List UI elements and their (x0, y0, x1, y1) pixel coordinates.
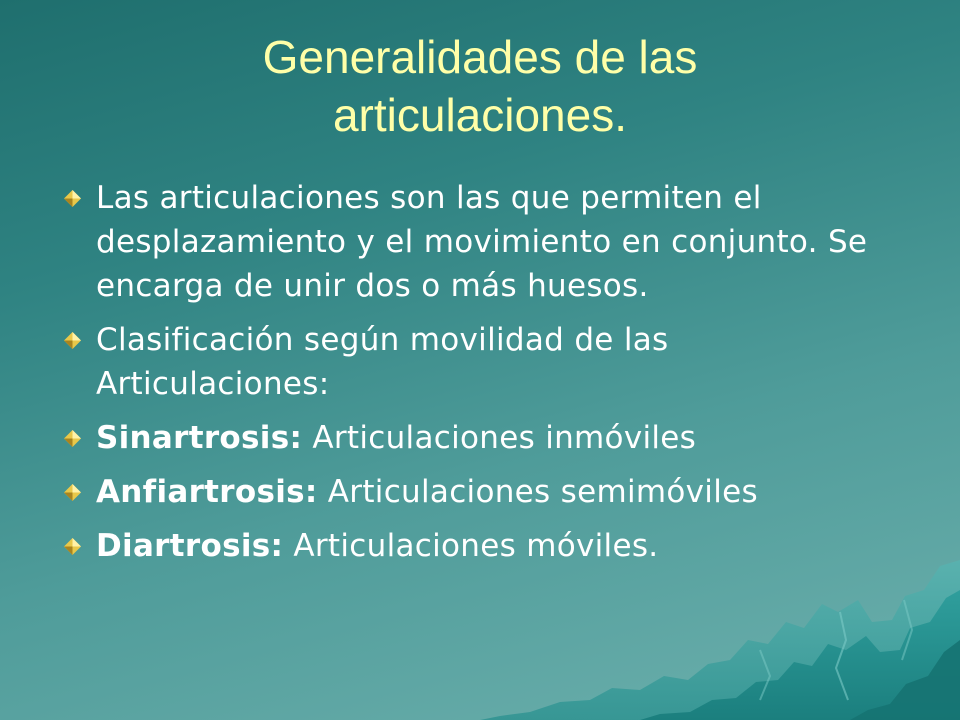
bullet-term-sinartrosis: Sinartrosis: (96, 420, 303, 456)
slide-title-line-1: Generalidades de las (262, 31, 698, 83)
bullet-text: Articulaciones semimóviles (317, 474, 758, 510)
diamond-bullet-icon (64, 538, 81, 555)
diamond-bullet-icon (64, 190, 81, 207)
bullet-term-diartrosis: Diartrosis: (96, 528, 284, 564)
bullet-text: Articulaciones inmóviles (302, 420, 697, 456)
bullet-list (60, 176, 910, 578)
bullet-item (60, 416, 910, 460)
slide-title-line-2: articulaciones. (332, 89, 628, 141)
bullet-item (60, 318, 910, 406)
bullet-item (60, 470, 910, 514)
slide-title (0, 28, 960, 144)
bullet-item (60, 524, 910, 568)
bullet-text: Articulaciones móviles. (283, 528, 659, 564)
diamond-bullet-icon (64, 430, 81, 447)
bullet-term-anfiartrosis: Anfiartrosis: (96, 474, 318, 510)
bullet-item (60, 176, 910, 308)
diamond-bullet-icon (64, 332, 81, 349)
bullet-text: Las articulaciones son las que permiten el desplazamiento y el movimiento en conjunto. Se encarga de unir dos o más huesos. (96, 180, 868, 304)
diamond-bullet-icon (64, 484, 81, 501)
bullet-text: Clasificación según movilidad de las Articulaciones: (96, 322, 669, 402)
